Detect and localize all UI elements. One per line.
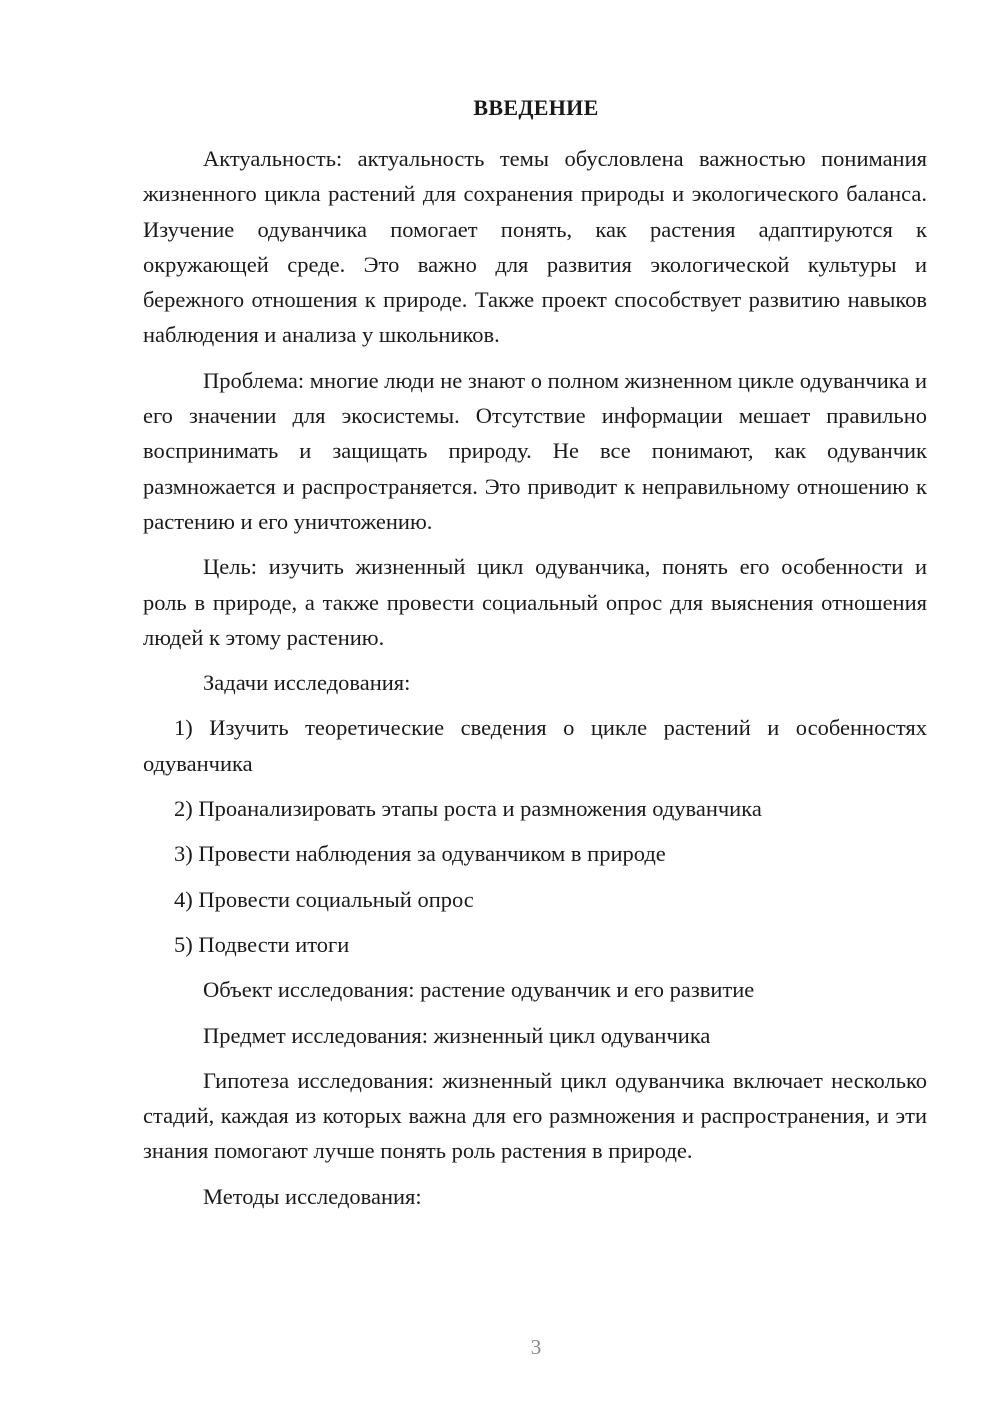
goal-paragraph: Цель: изучить жизненный цикл одуванчика, понять его особенности и роль в природе, а также провести социальный опрос для выяснения отношения людей к этому растению. (143, 554, 927, 650)
document-body (143, 141, 927, 1224)
research-subject: Предмет исследования: жизненный цикл одуванчика (203, 1022, 711, 1048)
hypothesis-paragraph: Гипотеза исследования: жизненный цикл одуванчика включает несколько стадий, каждая из которых важна для его размножения и распространения, и эти знания помогают лучше понять роль растения в природе. (143, 1067, 927, 1164)
task-item: 3) Провести наблюдения за одуванчиком в природе (174, 841, 666, 867)
methods-heading: Методы исследования: (203, 1183, 422, 1209)
task-item: 4) Провести социальный опрос (174, 886, 474, 912)
tasks-heading: Задачи исследования: (203, 670, 411, 696)
task-item: 5) Подвести итоги (174, 931, 350, 957)
problem-paragraph: Проблема: многие люди не знают о полном жизненном цикле одуванчика и его значении для экосистемы. Отсутствие информации мешает правильно воспринимать и защищать природу. Не все понимают, как одуванчик размножается и распространяется. Это приводит к неправильному отношению к растению и его уничтожению. (143, 367, 927, 534)
page-title: ВВЕДЕНИЕ (473, 95, 599, 120)
task-item: 1) Изучить теоретические сведения о цикле растений и особенностях одуванчика (143, 715, 927, 776)
task-item: 2) Проанализировать этапы роста и размножения одуванчика (174, 796, 762, 822)
relevance-paragraph: Актуальность: актуальность темы обусловлена важностью понимания жизненного цикла растений для сохранения природы и экологического баланса. Изучение одуванчика помогает понять, как растения адаптируются к окружающей среде. Это важно для развития экологической культуры и бережного отношения к природе. Также проект способствует развитию навыков наблюдения и анализа у школьников. (143, 146, 927, 348)
research-object: Объект исследования: растение одуванчик и его развитие (203, 977, 755, 1003)
page-number: 3 (530, 1335, 542, 1359)
